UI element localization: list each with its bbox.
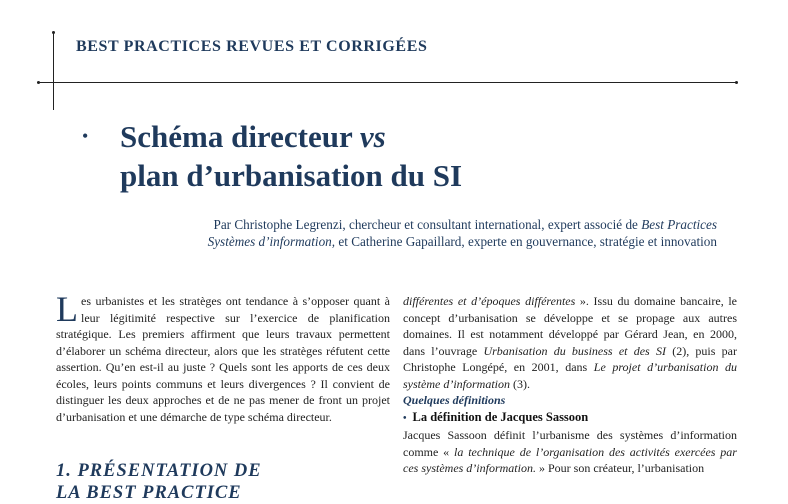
- rule-end-dot: [735, 81, 738, 84]
- rule-end-dot: [37, 81, 40, 84]
- byline-text-cont: et Catherine Gapaillard, experte en gouvernance, stratégie et innovation: [335, 234, 717, 249]
- quote-text: la technique de l’organisation des activités exercées par ces systèmes d’information.: [403, 444, 737, 475]
- intro-text: es urbanistes et les stratèges ont tendance à s’opposer quant à leur légitimité respective sur l’exercice de planification stratégique. Les premiers affirment que leurs travaux permettent d’élaborer un schéma directeur, alors que les stratèges réfutent cette assertion. Qu’en est-il au juste ? Quels sont les apports de ces deux écoles, leurs points communs et leurs divergences ? Il convient de distinguer les deux approches et de ne pas mener de front un projet d’urbanisation et une démarche de type schéma directeur.: [56, 294, 390, 424]
- title-vs: vs: [359, 119, 386, 154]
- section-header: BEST PRACTICES REVUES ET CORRIGÉES: [76, 38, 428, 55]
- byline-text: Par Christophe Legrenzi, chercheur et consultant international, expert associé de: [213, 217, 642, 232]
- book-title: Urbanisation du business et des SI: [483, 343, 666, 358]
- title-bullet: •: [82, 126, 89, 146]
- body-text: » Pour son créateur, l’urbanisation: [535, 461, 705, 475]
- book-title: Le projet d’urbanisation du système d’information: [403, 360, 737, 391]
- byline-publication: Best Practices: [641, 217, 717, 232]
- right-column: [403, 293, 737, 477]
- left-column: [56, 289, 390, 425]
- title-line2: plan d’urbanisation du SI: [120, 158, 463, 193]
- definition-title: La définition de Jacques Sassoon: [412, 409, 589, 424]
- body-text: (3).: [510, 376, 530, 391]
- drop-cap: L: [56, 289, 78, 329]
- quote-text: différentes et d’époques différentes: [403, 294, 576, 308]
- subheading-definitions: Quelques définitions: [403, 393, 506, 407]
- body-text: (2), puis par Christophe Longépé, en 2001, dans: [403, 343, 737, 374]
- byline: [60, 216, 717, 250]
- section1-heading-line1: 1. PRÉSENTATION DE: [56, 461, 262, 481]
- definition-bullet: •: [403, 412, 407, 424]
- title-part1: Schéma directeur: [120, 119, 360, 154]
- section1-heading-line2: LA BEST PRACTICE: [56, 483, 242, 503]
- definition-heading: [403, 409, 737, 428]
- right-paragraph-1: [403, 293, 737, 392]
- body-text: Jacques Sassoon définit l’urbanisme des systèmes d’information comme «: [403, 428, 737, 459]
- vertical-rule: [53, 32, 54, 110]
- section1-heading: [56, 460, 262, 504]
- rule-end-dot: [52, 31, 55, 34]
- intro-paragraph: [56, 289, 390, 425]
- article-title: [120, 117, 462, 195]
- right-paragraph-2: [403, 427, 737, 477]
- horizontal-rule: [37, 82, 737, 83]
- body-text: ». Issu du domaine bancaire, le concept d’urbanisation se développe et se propage aux autres domaines. Il est notamment développé par Gérard Jean, en 2000, dans l’ouvrage: [403, 294, 737, 358]
- byline-publication-cont: Systèmes d’information,: [207, 234, 336, 249]
